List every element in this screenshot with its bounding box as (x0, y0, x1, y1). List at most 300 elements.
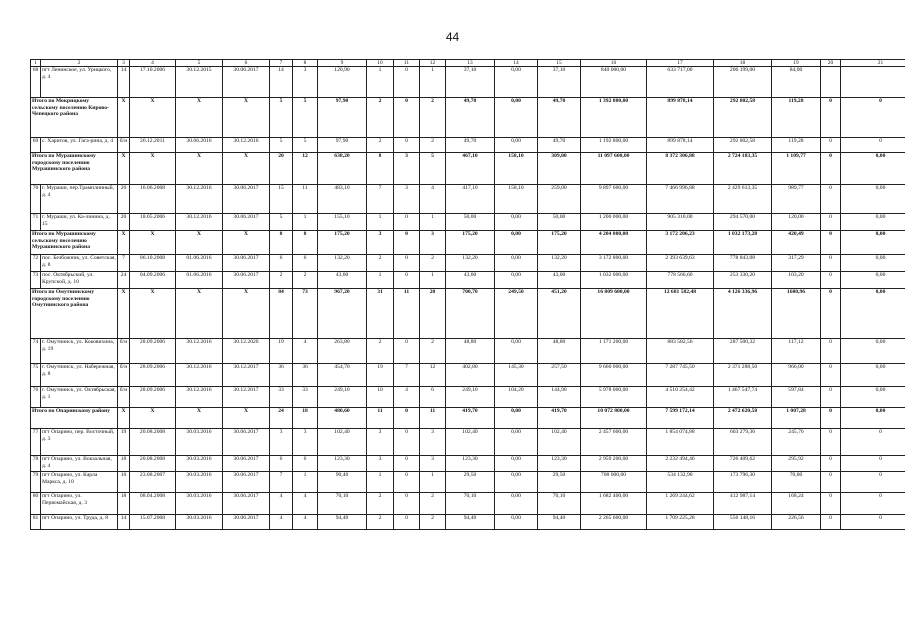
table-cell: 04.09.2006 (130, 272, 176, 289)
table-cell: 257,50 (538, 364, 581, 387)
address-cell: пгт Опарино, пер. Восточный, д. 3 (41, 429, 118, 456)
table-cell: X (176, 231, 223, 255)
table-cell: 2 (270, 272, 293, 289)
table-row (31, 364, 905, 387)
table-cell: 30.03.2016 (176, 515, 223, 530)
table-cell: 253 330,20 (714, 272, 772, 289)
table-cell: 0 (821, 364, 841, 387)
table-row (31, 67, 905, 98)
table-cell: 309,00 (538, 153, 581, 185)
header-cell: 18 (714, 60, 772, 67)
table-cell: 33 (270, 387, 293, 408)
table-cell: 4 126 336,96 (714, 289, 772, 339)
table-cell: 84,00 (772, 67, 821, 98)
table-cell: 158,10 (495, 153, 538, 185)
table-cell: 70,80 (772, 472, 821, 493)
table-cell: 4 (293, 339, 318, 364)
table-cell: 30.12.2017 (223, 387, 270, 408)
table-row (31, 185, 905, 214)
table-cell: 94,40 (538, 515, 581, 530)
table-cell: 0 (394, 515, 420, 530)
table-cell: 20.08.2008 (130, 429, 176, 456)
table-cell: 50,00 (538, 214, 581, 231)
table-cell: 68 (31, 67, 41, 98)
table-cell: 295,92 (772, 456, 821, 472)
table-cell: 1 (420, 67, 446, 98)
table-cell: 0 (821, 98, 841, 138)
table-cell: 70,10 (446, 493, 495, 515)
table-cell: 2 (293, 272, 318, 289)
table-row (31, 272, 905, 289)
table-cell: 226,56 (772, 515, 821, 530)
table-cell: 3 (420, 456, 446, 472)
table-cell: 0 (394, 272, 420, 289)
table-cell: 19 (367, 364, 394, 387)
table-cell: 249,10 (446, 387, 495, 408)
table-cell: 0,00 (495, 472, 538, 493)
table-cell: 0 (841, 429, 905, 456)
table-cell: 905 310,00 (647, 214, 714, 231)
table-row (31, 138, 905, 153)
page-number: 44 (445, 30, 460, 44)
table-cell: 43,00 (538, 272, 581, 289)
table-cell: 79 (31, 472, 41, 493)
address-cell: пгт Ленинское, ул. Урицкого, д. 4 (41, 67, 118, 98)
table-cell: 84 (270, 289, 293, 339)
table-cell: 26.12.2011 (130, 138, 176, 153)
table-cell: 36 (293, 364, 318, 387)
table-cell: 7 599 172,14 (647, 408, 714, 429)
table-cell: 4 510 254,42 (647, 387, 714, 408)
table-cell: 2 (420, 339, 446, 364)
table-cell: 0 (394, 138, 420, 153)
table-cell: X (130, 289, 176, 339)
table-cell: 10 072 800,00 (581, 408, 647, 429)
table-cell: 8 (270, 231, 293, 255)
table-cell: 989,77 (772, 185, 821, 214)
table-cell: 120,90 (318, 67, 367, 98)
table-cell: 0,00 (841, 255, 905, 272)
table-cell: 30.06.2017 (223, 493, 270, 515)
table-cell: 2 (420, 515, 446, 530)
table-cell: 0 (821, 472, 841, 493)
table-cell: 75 (31, 364, 41, 387)
total-row (31, 289, 905, 339)
table-cell: X (176, 289, 223, 339)
total-row (31, 231, 905, 255)
table-cell: 11 (394, 289, 420, 339)
table-cell: 43,00 (446, 272, 495, 289)
table-cell: 43,00 (318, 272, 367, 289)
table-cell: 3 (367, 231, 394, 255)
table-cell: 4 (270, 515, 293, 530)
table-cell: 6 (270, 255, 293, 272)
table-cell: 19 (118, 429, 130, 456)
table-cell: 1680,96 (772, 289, 821, 339)
table-cell: 966,00 (772, 364, 821, 387)
table-cell: 1 192 800,00 (581, 138, 647, 153)
total-row (31, 408, 905, 429)
table-cell: 0,00 (841, 408, 905, 429)
table-cell: 30.06.2017 (223, 255, 270, 272)
table-cell: 0 (821, 185, 841, 214)
total-label: Итого по Опаринскому району (31, 408, 118, 429)
table-cell: 12 (293, 153, 318, 185)
table-cell: 1 032 000,00 (581, 272, 647, 289)
table-cell: 102,40 (538, 429, 581, 456)
table-cell: 29,50 (538, 472, 581, 493)
table-cell: 11 (293, 185, 318, 214)
table-cell: 1 709 225,28 (647, 515, 714, 530)
table-cell: 0,00 (495, 493, 538, 515)
table-cell: 12 (420, 364, 446, 387)
table-cell: 2 (367, 515, 394, 530)
table-cell: 0 (394, 231, 420, 255)
table-cell: 132,20 (446, 255, 495, 272)
table-row (31, 456, 905, 472)
table-cell: 1 392 800,00 (581, 98, 647, 138)
table-cell: 33 (293, 387, 318, 408)
table-cell: 0 (821, 429, 841, 456)
table-cell: 103,20 (772, 272, 821, 289)
table-cell: 0 (821, 493, 841, 515)
table-cell: 155,10 (318, 214, 367, 231)
table-cell: 4 (270, 493, 293, 515)
table-cell: 294 570,00 (714, 214, 772, 231)
table-cell: 06.10.2008 (130, 255, 176, 272)
table-row (31, 255, 905, 272)
table-cell: 31 (367, 289, 394, 339)
table-cell: 0,00 (841, 153, 905, 185)
table-cell: 7 287 745,50 (647, 364, 714, 387)
table-cell: 0 (821, 231, 841, 255)
table-cell: 1 (293, 472, 318, 493)
table-row (31, 429, 905, 456)
total-row (31, 153, 905, 185)
table-row (31, 472, 905, 493)
table-cell: 3 (293, 429, 318, 456)
table-cell: 11 097 600,00 (581, 153, 647, 185)
table-cell: 9 660 000,00 (581, 364, 647, 387)
table-cell: 454,70 (318, 364, 367, 387)
table-cell: 30.03.2016 (176, 493, 223, 515)
table-cell: б/н (118, 364, 130, 387)
header-cell: 6 (223, 60, 270, 67)
address-cell: пос. Безбожник, ул. Советская, д. 8 (41, 255, 118, 272)
address-cell: пос. Октябрьский, ул. Крупской, д. 10 (41, 272, 118, 289)
table-cell: 1 269 244,62 (647, 493, 714, 515)
header-cell: 7 (270, 60, 293, 67)
table-cell: 30.06.2017 (223, 515, 270, 530)
table-cell: 638,20 (318, 153, 367, 185)
table-cell: б/н (118, 339, 130, 364)
table-cell: 0,00 (495, 515, 538, 530)
header-cell: 20 (821, 60, 841, 67)
table-cell: 0,00 (495, 339, 538, 364)
table-cell: 26 (118, 185, 130, 214)
table-cell: 3 172 206,23 (647, 231, 714, 255)
table-cell: 28.09.2006 (130, 339, 176, 364)
table-cell: 840 000,00 (581, 67, 647, 98)
table-cell: 70,10 (538, 493, 581, 515)
table-cell: 0 (841, 98, 905, 138)
table-cell: 0,00 (841, 231, 905, 255)
table-cell: 3 (420, 231, 446, 255)
table-cell: 0,00 (495, 214, 538, 231)
table-cell: 49,70 (538, 98, 581, 138)
address-cell: г. Мураши, ул. Ка-линина, д. 15 (41, 214, 118, 231)
table-cell: 2 (420, 255, 446, 272)
table-cell: 18 (118, 493, 130, 515)
total-label: Итого по Мокрицкому сельскому поселению Кирово-Чепецкого района (31, 98, 118, 138)
table-cell: 3 (270, 429, 293, 456)
table-cell: 7 (118, 255, 130, 272)
table-cell: 123,30 (318, 456, 367, 472)
header-cell: 13 (446, 60, 495, 67)
table-cell: 123,30 (538, 456, 581, 472)
table-cell: 94,40 (446, 515, 495, 530)
header-cell: 2 (41, 60, 118, 67)
table-cell: 74 (31, 339, 41, 364)
table-cell: 292 802,58 (714, 98, 772, 138)
table-cell: 417,10 (446, 185, 495, 214)
table-cell: 30.06.2017 (223, 67, 270, 98)
table-cell: 76 (31, 387, 41, 408)
table-cell: 483,10 (318, 185, 367, 214)
table-cell: 144,90 (538, 387, 581, 408)
table-cell: 0 (841, 456, 905, 472)
table-row (31, 515, 905, 530)
table-cell: 70 (31, 185, 41, 214)
table-cell: 175,20 (318, 231, 367, 255)
table-cell: 5 (270, 214, 293, 231)
address-cell: г. Омутнинск, ул. Коковихина, д. 19 (41, 339, 118, 364)
table-cell: 419,70 (538, 408, 581, 429)
table-cell: 168,24 (772, 493, 821, 515)
table-cell: 49,70 (446, 138, 495, 153)
table-cell: 30.12.2020 (223, 339, 270, 364)
table-cell: 1 032 173,28 (714, 231, 772, 255)
table-cell: 1 (420, 214, 446, 231)
header-cell: 9 (318, 60, 367, 67)
table-cell: 30.06.2017 (223, 456, 270, 472)
table-cell: 245,76 (772, 429, 821, 456)
table-cell: 18 (118, 456, 130, 472)
table-cell: X (176, 408, 223, 429)
table-cell: 30.03.2016 (176, 429, 223, 456)
table-cell: X (223, 231, 270, 255)
table-cell: 0 (394, 472, 420, 493)
table-cell: 8 (293, 231, 318, 255)
table-cell: 0 (394, 339, 420, 364)
table-cell: 78 (31, 456, 41, 472)
total-label: Итого по Мурашинскому городскому поселению Мурашинского района (31, 153, 118, 185)
table-cell: 4 (394, 387, 420, 408)
header-cell: 5 (176, 60, 223, 67)
header-cell: 12 (420, 60, 446, 67)
table-cell: 102,40 (318, 429, 367, 456)
table-cell: 97,90 (318, 98, 367, 138)
address-cell: г. Омутнинск, ул. Октябрьская, д. 1 (41, 387, 118, 408)
table-cell: 2 (367, 493, 394, 515)
table-row (31, 387, 905, 408)
table-cell: 5 978 000,00 (581, 387, 647, 408)
table-cell: 30.12.2016 (223, 138, 270, 153)
table-cell: 899 878,14 (647, 98, 714, 138)
table-cell: 30.06.2017 (223, 214, 270, 231)
table-cell: 80 (31, 493, 41, 515)
table-cell: 6 (293, 255, 318, 272)
table-cell: 249,10 (318, 387, 367, 408)
table-cell: 15 (270, 185, 293, 214)
table-cell: X (223, 98, 270, 138)
table-cell: 12 681 582,48 (647, 289, 714, 339)
table-cell: 18 (293, 408, 318, 429)
header-cell: 3 (118, 60, 130, 67)
table-cell: 30.12.2015 (176, 67, 223, 98)
table-cell: 259,00 (538, 185, 581, 214)
table-cell: 37,10 (446, 67, 495, 98)
table-cell: 419,70 (446, 408, 495, 429)
header-cell: 1 (31, 60, 41, 67)
table-cell: 97,90 (318, 138, 367, 153)
table-cell: 0 (821, 153, 841, 185)
table-cell: 0 (821, 289, 841, 339)
table-cell: 104,20 (495, 387, 538, 408)
address-cell: пгт Опарино, ул. Труда, д. 8 (41, 515, 118, 530)
table-cell: 90,40 (318, 472, 367, 493)
table-cell: 5 (420, 153, 446, 185)
table-cell: 2 265 600,00 (581, 515, 647, 530)
table-cell: 2 (420, 493, 446, 515)
table-cell: 17.10.2006 (130, 67, 176, 98)
table-cell: 2 (367, 255, 394, 272)
header-row (31, 60, 905, 67)
table-cell: 263,80 (318, 339, 367, 364)
table-cell: 50,00 (446, 214, 495, 231)
table-cell: 0 (821, 339, 841, 364)
table-cell: 412 987,14 (714, 493, 772, 515)
table-cell: X (176, 98, 223, 138)
table-cell: 451,20 (538, 289, 581, 339)
table-cell: X (130, 408, 176, 429)
table-cell: 30.06.2017 (223, 472, 270, 493)
header-cell: 8 (293, 60, 318, 67)
table-cell: 1 467 547,74 (714, 387, 772, 408)
header-cell: 14 (495, 60, 538, 67)
table-cell: 102,40 (446, 429, 495, 456)
table-cell: 120,00 (772, 214, 821, 231)
table-cell: 72 (31, 255, 41, 272)
address-cell: с. Харитов, ул. Гага-рина, д. 4 (41, 138, 118, 153)
table-cell: 3 172 800,00 (581, 255, 647, 272)
table-cell: 1 (420, 472, 446, 493)
table-cell: 1 854 074,88 (647, 429, 714, 456)
table-cell: 81 (31, 515, 41, 530)
table-cell: 2 (367, 138, 394, 153)
table-cell: 30.12.2016 (176, 364, 223, 387)
table-cell: 3 (420, 429, 446, 456)
header-cell: 17 (647, 60, 714, 67)
table-cell: 4 (293, 493, 318, 515)
table-cell: 0,00 (495, 408, 538, 429)
table-cell: 420,49 (772, 231, 821, 255)
table-cell: 7 (270, 472, 293, 493)
table-cell: 4 (420, 185, 446, 214)
table-cell: б/н (118, 387, 130, 408)
table-cell: X (118, 408, 130, 429)
table-cell: 0,00 (841, 214, 905, 231)
table-cell: 132,20 (538, 255, 581, 272)
table-cell: 726 409,62 (714, 456, 772, 472)
table-cell: 2 (367, 339, 394, 364)
table-cell: 49,70 (446, 98, 495, 138)
table-cell: 1 (367, 214, 394, 231)
table-cell: 0,00 (841, 185, 905, 214)
table-cell: 967,20 (318, 289, 367, 339)
table-cell: 20 (420, 289, 446, 339)
table-cell: 0 (394, 214, 420, 231)
table-cell: 1 682 400,00 (581, 493, 647, 515)
table-cell: 467,10 (446, 153, 495, 185)
table-cell (821, 67, 841, 98)
table-cell: 0 (394, 98, 420, 138)
table-cell: 633 717,00 (647, 67, 714, 98)
header-cell: 11 (394, 60, 420, 67)
header-cell: 16 (581, 60, 647, 67)
table-cell: 899 878,14 (647, 138, 714, 153)
table-cell: 480,60 (318, 408, 367, 429)
table-cell: 4 204 800,00 (581, 231, 647, 255)
table-cell: 2 393 639,63 (647, 255, 714, 272)
table-cell: 18.05.2006 (130, 214, 176, 231)
table-cell: 48,80 (446, 339, 495, 364)
table-cell: 11 (367, 408, 394, 429)
table-cell: 292 802,58 (714, 138, 772, 153)
table-cell: 10 (367, 387, 394, 408)
total-row (31, 98, 905, 138)
table-cell: 0,00 (495, 138, 538, 153)
table-cell: X (176, 153, 223, 185)
table-cell: 7 (394, 364, 420, 387)
table-cell: 119,28 (772, 98, 821, 138)
table-cell: 0,00 (841, 272, 905, 289)
table-cell: 20 (118, 214, 130, 231)
table-cell: 3 (367, 456, 394, 472)
table-cell: X (130, 231, 176, 255)
table-cell: 534 132,90 (647, 472, 714, 493)
table-cell: 883 582,56 (647, 339, 714, 364)
table-cell: 2 457 600,00 (581, 429, 647, 456)
header-cell: 19 (772, 60, 821, 67)
table-cell: 0 (394, 408, 420, 429)
table-cell: 7 (367, 185, 394, 214)
table-cell: 08.04.2008 (130, 493, 176, 515)
table-cell: 556 148,16 (714, 515, 772, 530)
table-cell: 132,20 (318, 255, 367, 272)
address-cell: пгт Опарино, ул. Вокзальная, д. 4 (41, 456, 118, 472)
table-cell: 5 (270, 138, 293, 153)
table-cell: 11 (420, 408, 446, 429)
table-cell: 0 (841, 515, 905, 530)
table-cell: 1 (420, 272, 446, 289)
table-cell: 175,20 (538, 231, 581, 255)
table-cell: 2 (367, 98, 394, 138)
table-cell: 3 (293, 67, 318, 98)
table-cell: 0,00 (495, 255, 538, 272)
table-cell: X (223, 153, 270, 185)
table-cell: 30.06.2017 (223, 185, 270, 214)
